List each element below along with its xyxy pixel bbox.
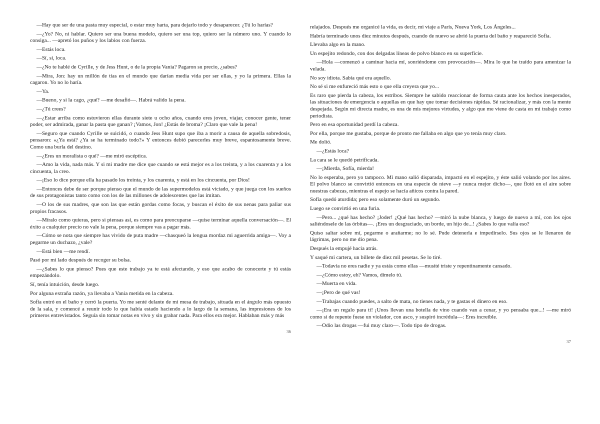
paragraph: —¡Pero de qué vas!	[316, 289, 361, 296]
paragraph: —Está bien —me rendí.	[36, 248, 90, 255]
paragraph: —Pero... ¿qué has hecho? ¡Joder! ¿Qué has hecho? —miró la nube blanca, y luego de nuevo a mí, con los ojos saliéndosele de las órbitas—. ¡Eres un desgraciado, un borde, un hijo de...! ¿Sabes lo que valía eso?	[310, 214, 571, 228]
paragraph: Sofía entró en el baño y cerró la puerta. Yo me senté delante de mi mesa de trabajo, situada en el ángulo más opuesto de la sala, y comencé a reunir todo lo que había estado haciendo a lo largo de la semana, las impresiones de los primeros entrevistados. Seguía sin tomar notas en vivo y sin grabar nada. Para ellos era mejor. Hablaban más y más	[30, 299, 291, 319]
paragraph: —Seguro que cuando Cyrille se suicidó, o cuando Jess Hunt supo que iba a morir a causa de aquella sobredosis, pensaron: «¿Ya está? ¿Ya se ha terminado todo?» Y entonces debió parecerles muy breve, espantosamente breve. Como una burla del destino.	[30, 130, 291, 150]
paragraph: Llevaba algo en la mano.	[310, 41, 366, 48]
page-number-left: 36	[286, 328, 291, 334]
paragraph: Un espejito redondo, con dos delgadas líneas de polvo blanco en su superficie.	[310, 50, 483, 57]
paragraph: —¿Yo? No, ni hablar. Quiero ser una buena modelo, quiero ser una top, quiero ser la número uno. Y cuando lo consiga... —apretó los puños y los labios con fuerza.	[30, 30, 291, 44]
page-number-right: 37	[566, 338, 571, 344]
paragraph: —¿No te hablé de Cyrille, y de Jess Hunt, o de la propia Vania? Pagaron su precio, ¿sabes?	[36, 63, 238, 70]
paragraph: —¿Eres un moralista o qué? —me miró escéptica.	[36, 152, 148, 159]
paragraph: Y saqué mi cartera, un billete de diez mil pesetas. Se lo tiré.	[310, 254, 442, 261]
paragraph: —Entonces debe de ser porque pienso que el mundo de las supermodelos está viciado, y que juega con los sueños de sus protagonistas tanto como con los de las millones de adolescentes que las imitan.	[30, 185, 291, 199]
paragraph: —¡Era un regalo para ti! ¡Unos llevan una botella de vino cuando van a cenar, y yo pensaba que...! —me miró como si de repente fuese un violador, con asco, y suspiró incrédula—: Eres increíble.	[310, 307, 571, 320]
paragraph: —O los de sus madres, que son las que están gordas como focas, y buscan el éxito de sus nenas para paliar sus propios fracasos.	[30, 201, 291, 215]
paragraph: —Bueno, y si la cago, ¿qué? —me desafió—. Habrá valido la pena.	[36, 97, 186, 104]
paragraph: —Ya.	[36, 88, 50, 95]
page-right	[300, 0, 600, 424]
paragraph: Sofía quedó aturdida; pero eso solamente duró un segundo.	[310, 196, 441, 203]
paragraph: —Hay que ser de una pasta muy especial, o estar muy harta, para dejarlo todo y desaparecer. ¿Tú lo harías?	[36, 22, 273, 28]
paragraph: Después la empujé hacia atrás.	[310, 245, 378, 252]
paragraph: Habría terminado unos diez minutos después, cuando de nuevo se abrió la puerta del baño y reapareció Sofía.	[310, 32, 551, 39]
paragraph: Por ella, porque me gustaba, porque de pronto me fallaba en algo que yo tenía muy claro.	[310, 130, 507, 137]
paragraph: —¿Cómo estoy, eh? Vamos, dímelo tú.	[316, 271, 403, 278]
paragraph: Por alguna extraña razón, ya llevaba a Vania metida en la cabeza.	[30, 290, 174, 297]
paragraph: —Trabajas cuando puedes, a salto de mata, no tienes nada, y te gastas el dinero en eso.	[316, 298, 508, 305]
paragraph: La cara se le quedó petrificada.	[310, 156, 379, 163]
page-right-paragraphs	[310, 24, 571, 329]
paragraph: —¿Sabes lo que pienso? Pues que este trabajo ya te está afectando, y eso que acabo de conocerte y tú estás empezándolo.	[30, 265, 291, 279]
paragraph: Pero en esa oportunidad perdí la cabeza.	[310, 121, 399, 128]
paragraph: —Mira, Jon: hay un millón de tías en el mundo que darían media vida por ser ellas, y yo la primera. Ellas la cagaron. Yo no lo haría.	[30, 72, 291, 86]
paragraph: —¡Eso lo dice porque ella ha pasado los treinta, y los cuarenta, y está en los cincuenta, por Dios!	[36, 177, 250, 184]
paragraph: —Sí, sí, loca.	[36, 55, 67, 62]
paragraph: —¡Mierda, Sofía, mierda!	[316, 165, 374, 172]
page-left-text	[30, 22, 291, 335]
paragraph: —Amo la vida, nada más. Y si mi madre me dice que cuando se está mejor es a los treinta, y a los cuarenta y a los cincuenta, la creo.	[30, 161, 291, 175]
paragraph: Quiso saltar sobre mí, pegarme o arañarme; no lo sé. Pude detenerla e impedírselo. Sus ojos se le llenaron de lágrimas, pero no me dio pena.	[310, 229, 571, 243]
page-right-text	[310, 24, 571, 345]
paragraph: No lo esperaba, pero yo tampoco. Mi mano salió disparada, impactó en el espejito, y éste salió volando por los aires. El polvo blanco se convirtió entonces en una especie de nieve —y nunca mejor dicho—, que flotó en el aire sobre nuestras cabezas, mientras el espejo se hacía añicos contra la pared.	[310, 174, 571, 194]
paragraph: —¿Estás loca?	[316, 147, 350, 154]
paragraph: —¿Estar arriba como estuvieron ellas durante siete u ocho años, cuando eres joven, viajar, conocer gente, tener poder, ser admirada, ganar la pasta que ganan? ¡Vamos, Jon! ¿Estás de broma? ¡Claro que vale la pena!	[30, 114, 291, 128]
paragraph: Sí, tenía intuición, desde luego.	[30, 281, 100, 288]
paragraph: Me dolió.	[310, 139, 332, 146]
paragraph: —Cómo se nota que siempre has vivido de puta madre —chasqueó la lengua mordaz mi aguerrida amiga—. Voy a pegarme un duchazo, ¿vale?	[30, 232, 291, 246]
paragraph: Pasó por mi lado después de recoger su bolsa.	[30, 257, 131, 264]
paragraph: Luego se convirtió en una furia.	[310, 205, 381, 212]
paragraph: No sé si me enfureció más esto o que ella creyera que yo...	[310, 83, 440, 90]
paragraph: No soy idiota. Sabía qué era aquello.	[310, 74, 391, 81]
paragraph: Es raro que pierda la cabeza, los estribos. Siempre he sabido reaccionar de forma cauta ante los hechos inesperados, las situaciones de emergencia o aquellas en que hay que tomar decisiones rápidas. Sé racionalizar, y más con la mente despejada. Según mi directa madre, es una de mis mejores virtudes, y algo que me viene de casta en mi trabajo como periodista.	[310, 92, 571, 119]
page-left-paragraphs	[30, 22, 291, 319]
paragraph: —Todavía no eres nadie y ya estás como ellas —musité triste y repentinamente cansado.	[316, 263, 512, 270]
paragraph: —Odio las drogas —fui muy claro—. Todo tipo de drogas.	[316, 322, 447, 329]
paragraph: —Estás loca.	[36, 46, 66, 53]
paragraph: relajados. Después me organicé la vida, es decir, mi viaje a París, Nueva York, Los Ángeles...	[310, 24, 516, 30]
paragraph: —Muerta en vida.	[316, 280, 357, 287]
paragraph: —¿Tú crees?	[36, 105, 66, 112]
paragraph: —Hola —comenzó a caminar hacia mí, sonriéndome con provocación—. Mira lo que he traído para amenizar la velada.	[310, 59, 571, 72]
paragraph: —Míralo como quieras, pero si piensas así, es como para preocuparse —quise terminar aquella conversación—. El éxito a cualquier precio no vale la pena, porque siempre vas a pagar más.	[30, 217, 291, 230]
